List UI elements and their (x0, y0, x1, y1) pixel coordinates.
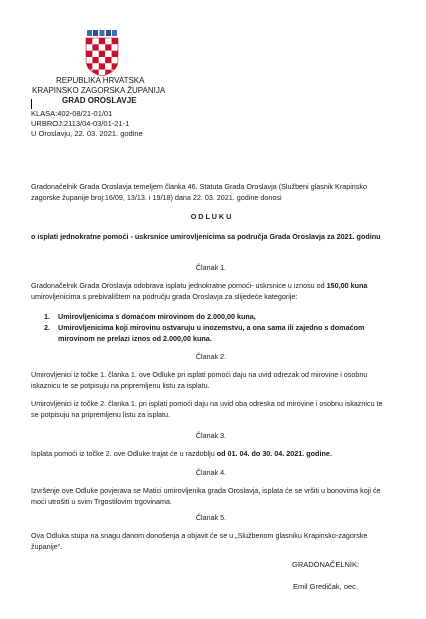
list-item-number: 2. (44, 323, 50, 332)
article-2-paragraph-1: Umirovljenici iz točke 1. članka 1. ove Odluke pri isplati pomoći daju na uvid odrezak od mirovine i osobnu iskaznicu te se potpisuju na pripremljenu listu za isplatu. (31, 370, 368, 390)
category-list (44, 311, 394, 344)
list-item (44, 322, 394, 344)
article-3-paragraph (31, 448, 391, 459)
list-item (44, 311, 394, 322)
article-4-heading: Članak 4. (195, 468, 227, 477)
intro-paragraph: Gradonačelnik Grada Oroslavja temeljem članka 46. Statuta Grada Oroslavja (Službeni glasnik Krapinsko zagorske županije broj:16/09, 13/13. i 19/18) dana 22. 03. 2021. godine donosi (31, 182, 367, 202)
urbroj: URBROJ:2113/04-03/01-21-1 (31, 119, 130, 128)
article-1-text-c: umirovljenicima s prebivalištem na području grada Oroslavja za slijedeće kategorije: (31, 292, 298, 301)
article-1-heading: Članak 1. (195, 263, 227, 272)
signature-name: Emil Gredičak, oec. (293, 582, 359, 591)
coat-of-arms-icon (84, 30, 120, 76)
article-1-paragraph (31, 280, 391, 302)
article-3-period: od 01. 04. do 30. 04. 2021. godine. (216, 449, 332, 458)
article-1-amount: 150,00 kuna (326, 281, 368, 290)
list-item-text: Umirovljenicima koji mirovinu ostvaruju u inozemstvu, a ona sama ili zajedno s domaćom mirovinom ne prelazi iznos od 2.000,00 kuna. (58, 323, 365, 343)
article-5-heading: Članak 5. (195, 513, 227, 522)
article-2-heading: Članak 2. (195, 352, 227, 361)
signature-role: GRADONAČELNIK: (292, 560, 360, 569)
list-item-number: 1. (44, 312, 50, 321)
header-county: KRAPINSKO ZAGORSKA ŽUPANIJA (32, 86, 166, 95)
article-2-paragraph-2: Umirovljenici iz točke 2. članka 1. pri isplati pomoći daju na uvid oba odreska od mirovine i osobnu iskaznicu te se potpisuju na pripremljenu listu za isplatu. (31, 399, 383, 419)
header-city: GRAD OROSLAVJE (62, 96, 137, 105)
decision-subtitle: o isplati jednokratne pomoći - uskrsnice umirovljenicima sa područja Grada Oroslavja za 2021. godinu (31, 232, 381, 241)
text-cursor (31, 99, 32, 109)
article-3-text-a: Isplata pomoći iz točke 2. ove Odluke trajat će u razdoblju (31, 449, 217, 458)
article-1-text-a: Gradonačelnik Grada Oroslavja odobrava isplatu jednokratne pomoći- uskrsnice u iznosu od (31, 281, 327, 290)
article-3-heading: Članak 3. (195, 431, 227, 440)
article-5-paragraph: Ova Odluka stupa na snagu danom donošenja a objavit će se u „Službenom glasniku Krapinsko-zagorske županije“. (31, 531, 368, 551)
article-4-paragraph: Izvršenje ove Odluke povjerava se Matici umirovljenika grada Oroslavja, isplata će se vršiti u bonovima koji će moći utrošiti u svim Trgostilovim trgovinama. (31, 486, 381, 506)
list-item-text: Umirovljenicima s domaćom mirovinom do 2.000,00 kuna, (58, 312, 256, 321)
decision-title: O D L U K U (190, 212, 232, 221)
klasa: KLASA:402-08/21-01/01 (31, 109, 113, 118)
place-date: U Oroslavju, 22. 03. 2021. godine (31, 129, 143, 138)
header-republic: REPUBLIKA HRVATSKA (56, 76, 145, 85)
